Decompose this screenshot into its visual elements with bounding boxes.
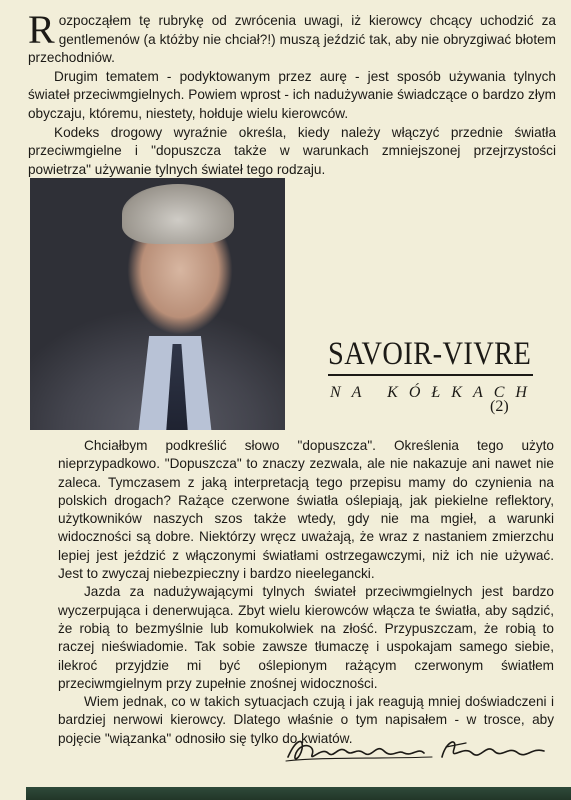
author-signature bbox=[282, 727, 552, 769]
intro-paragraph-1-text: ozpocząłem tę rubrykę od zwrócenia uwagi, iż kierowcy chcący uchodzić za gentlemenów (a któżby nie chciał?!) muszą jeździć tak, aby nie obryzgiwać błotem przechodniów. bbox=[28, 13, 556, 66]
body-paragraph-2: Jazda za nadużywającymi tylnych świateł przeciwmgielnych jest bardzo wyczerpująca i denerwująca. Zbyt wielu kierowców włącza te światła, aby sądzić, że robią to bezmyślnie lub komukolwiek na złość. Przypuszczam, że robią to raczej nieświadomie. Tak sobie zawsze tłumaczę i uspokajam samego siebie, ilekroć przyjdzie mi być oślepionym rażącym czerwonym światłem przeciwmgielnym przy zupełnie znośnej widoczności. bbox=[58, 584, 554, 691]
title-underline bbox=[328, 374, 533, 376]
body-paragraph-3: Wiem jednak, co w takich sytuacjach czują i jak reagują mniej doświadczeni i bardziej nerwowi kierowcy. Dlatego właśnie o tym napisałem - w trosce, aby pojęcie "wiązanka" odnosiło się tylko do kwiatów. bbox=[58, 694, 554, 746]
footer-band bbox=[26, 787, 571, 800]
intro-column bbox=[28, 7, 556, 179]
body-paragraph-1: Chciałbym podkreślić słowo "dopuszcza". Określenia tego użyto nieprzypadkowo. "Dopuszcza" to znaczy zezwala, ale nie nakazuje ani nawet nie zaleca. Tymczasem z jaką interpretacją tego przepisu mamy do czynienia na polskich drogach? Rażące czerwone światła oślepiają, jak piekielne reflektory, użytkowników naszych szos także wtedy, gdy nie ma mgieł, a warunki widoczności są dobre. Niektórzy wręcz uważają, że wraz z nastaniem zmierzchu lepiej jest jeździć z włączonymi światłami ostrzegawczymi, niż ich nie używać. Jest to zwyczaj niebezpieczny i bardzo nieelegancki. bbox=[58, 438, 554, 582]
drop-cap: R bbox=[28, 7, 55, 52]
part-number: (2) bbox=[490, 398, 509, 415]
intro-paragraph-3: Kodeks drogowy wyraźnie określa, kiedy należy włączyć przednie światła przeciwmgielne i "dopuszcza także w warunkach zmniejszonej przejrzystości powietrza" używanie tylnych świateł tego rodzaju. bbox=[28, 124, 556, 177]
intro-paragraph-2: Drugim tematem - podyktowanym przez aurę - jest sposób używania tylnych świateł przeciwmgielnych. Powiem wprost - ich nadużywanie świadczące o bardzo złym obyczaju, któremu, niestety, hołduje wielu kierowców. bbox=[28, 68, 556, 121]
body-column bbox=[58, 437, 554, 748]
author-portrait-photo bbox=[30, 178, 285, 430]
portrait-hair bbox=[122, 184, 234, 244]
column-subtitle: NA KÓŁKACH bbox=[330, 384, 538, 401]
column-title: SAVOIR-VIVRE bbox=[328, 336, 532, 372]
intro-paragraph-1 bbox=[28, 7, 556, 68]
column-heading bbox=[328, 336, 558, 402]
